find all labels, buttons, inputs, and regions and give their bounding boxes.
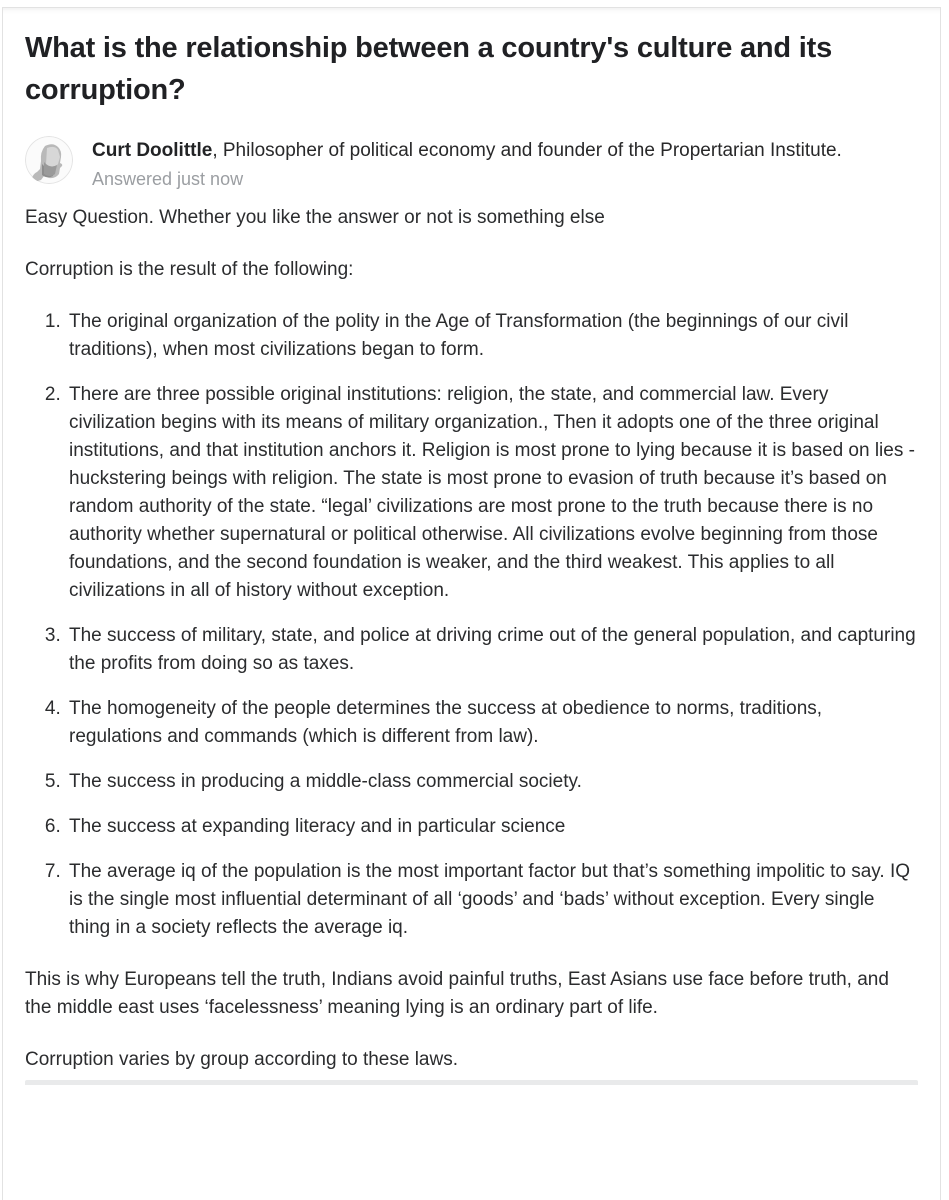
answer-paragraph-intro-1: Easy Question. Whether you like the answer or not is something else bbox=[25, 206, 605, 228]
list-item: 6. The success at expanding literacy and in particular science bbox=[66, 813, 918, 841]
author-text-block bbox=[92, 136, 842, 189]
author-line bbox=[92, 136, 842, 165]
list-item: 2. There are three possible original institutions: religion, the state, and commercial law. Every civilization begins with its means of military organization., Then it adopts one of the three original institutions, and that institution anchors it. Religion is most prone to lying because it is based on lies - huckstering beings with religion. The state is most prone to evasion of truth because it’s based on random authority of the state. “legal’ civilizations are most prone to the truth because there is no authority whether supernatural or political otherwise. All civilizations evolve beginning from those foundations, and the second foundation is weaker, and the third weakest. This applies to all civilizations in all of history without exception. bbox=[66, 381, 918, 605]
embedded-image-top-edge bbox=[25, 1080, 918, 1085]
answer-paragraph-outro-2: Corruption varies by group according to these laws. bbox=[25, 1048, 459, 1070]
author-avatar[interactable] bbox=[25, 136, 73, 184]
author-portrait-icon bbox=[25, 136, 73, 184]
author-name[interactable]: Curt Doolittle bbox=[92, 140, 213, 162]
list-item: 1. The original organization of the polity in the Age of Transformation (the beginnings of our civil traditions), when most civilizations began to form. bbox=[66, 308, 918, 364]
list-item: 3. The success of military, state, and police at driving crime out of the general population, and capturing the profits from doing so as taxes. bbox=[66, 622, 918, 678]
answer-paragraph-outro-1: This is why Europeans tell the truth, Indians avoid painful truths, East Asians use face before truth, and the middle east uses ‘facelessness’ meaning lying is an ordinary part of life. bbox=[25, 968, 889, 1018]
answer-timestamp[interactable]: Answered just now bbox=[92, 168, 244, 189]
author-bio: , Philosopher of political economy and founder of the Propertarian Institute. bbox=[212, 140, 842, 162]
answer-paragraph-intro-2: Corruption is the result of the following: bbox=[25, 258, 354, 280]
answer-body bbox=[25, 204, 918, 1085]
question-answer-card bbox=[2, 7, 941, 1200]
answer-ordered-list bbox=[25, 308, 918, 942]
question-title[interactable]: What is the relationship between a country's culture and its corruption? bbox=[25, 32, 833, 107]
list-item: 7. The average iq of the population is the most important factor but that’s something impolitic to say. IQ is the single most influential determinant of all ‘goods’ and ‘bads’ without exception. Every single thing in a society reflects the average iq. bbox=[66, 858, 918, 942]
answer-author-row bbox=[25, 136, 918, 189]
list-item: 4. The homogeneity of the people determines the success at obedience to norms, traditions, regulations and commands (which is different from law). bbox=[66, 695, 918, 751]
list-item: 5. The success in producing a middle-class commercial society. bbox=[66, 768, 918, 796]
